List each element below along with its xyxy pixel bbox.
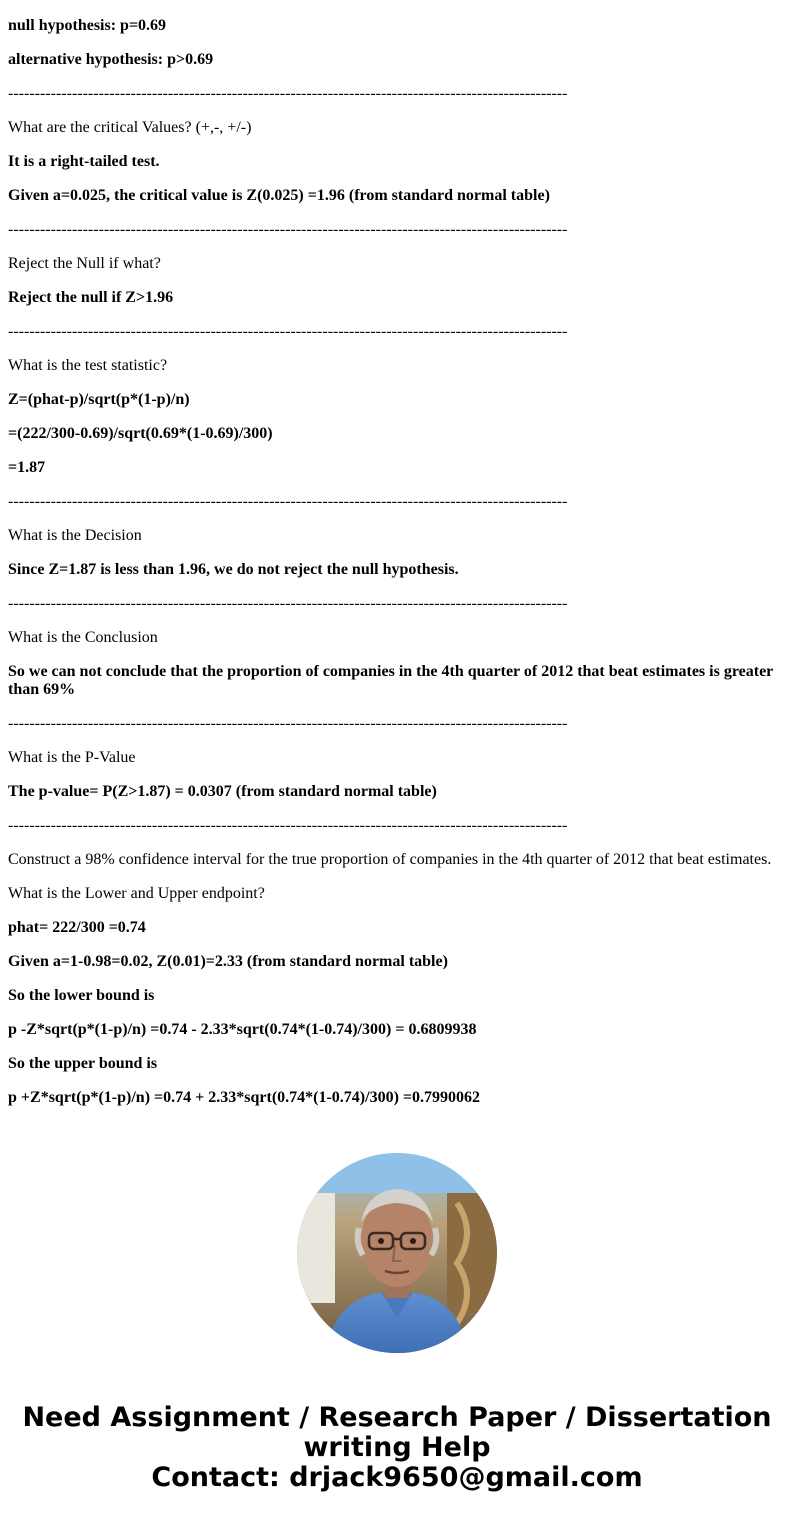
separator: --------------------------------------------------------------------------------------------------------- [8,493,568,510]
reject-null-question: Reject the Null if what? [8,255,161,272]
p-value-answer: The p-value= P(Z>1.87) = 0.0307 (from standard normal table) [8,783,437,800]
reject-null-answer: Reject the null if Z>1.96 [8,289,174,306]
decision-question: What is the Decision [8,527,142,544]
decision-answer: Since Z=1.87 is less than 1.96, we do not reject the null hypothesis. [8,561,459,578]
author-avatar [297,1153,497,1353]
phat-value: phat= 222/300 =0.74 [8,919,146,936]
test-statistic-formula: Z=(phat-p)/sqrt(p*(1-p)/n) [8,391,190,408]
lower-bound-label: So the lower bound is [8,987,155,1004]
alternative-hypothesis: alternative hypothesis: p>0.69 [8,51,214,68]
test-statistic-question: What is the test statistic? [8,357,168,374]
test-type-answer: It is a right-tailed test. [8,153,160,170]
endpoints-question: What is the Lower and Upper endpoint? [8,885,265,902]
null-hypothesis: null hypothesis: p=0.69 [8,17,167,34]
promo-footer [0,1403,794,1493]
contact-email: Contact: drjack9650@gmail.com [151,1462,643,1493]
separator: --------------------------------------------------------------------------------------------------------- [8,595,568,612]
test-statistic-substitution: =(222/300-0.69)/sqrt(0.69*(1-0.69)/300) [8,425,273,442]
conclusion-answer: So we can not conclude that the proportion of companies in the 4th quarter of 2012 that beat estimates is greater than 69% [8,663,773,698]
critical-values-question: What are the critical Values? (+,-, +/-) [8,119,252,136]
p-value-question: What is the P-Value [8,749,136,766]
author-portrait-icon [297,1153,497,1353]
promo-line-1: Need Assignment / Research Paper / Dissertation [22,1402,772,1433]
separator: --------------------------------------------------------------------------------------------------------- [8,817,568,834]
promo-line-2: writing Help [303,1432,491,1463]
separator: --------------------------------------------------------------------------------------------------------- [8,323,568,340]
separator: --------------------------------------------------------------------------------------------------------- [8,221,568,238]
conclusion-question: What is the Conclusion [8,629,158,646]
critical-value-answer: Given a=0.025, the critical value is Z(0.025) =1.96 (from standard normal table) [8,187,550,204]
upper-bound-calculation: p +Z*sqrt(p*(1-p)/n) =0.74 + 2.33*sqrt(0.74*(1-0.74)/300) =0.7990062 [8,1089,481,1106]
upper-bound-label: So the upper bound is [8,1055,158,1072]
separator: --------------------------------------------------------------------------------------------------------- [8,85,568,102]
test-statistic-result: =1.87 [8,459,46,476]
separator: --------------------------------------------------------------------------------------------------------- [8,715,568,732]
lower-bound-calculation: p -Z*sqrt(p*(1-p)/n) =0.74 - 2.33*sqrt(0.74*(1-0.74)/300) = 0.6809938 [8,1021,477,1038]
z-value: Given a=1-0.98=0.02, Z(0.01)=2.33 (from standard normal table) [8,953,448,970]
confidence-interval-task: Construct a 98% confidence interval for the true proportion of companies in the 4th quarter of 2012 that beat estimates. [8,851,772,868]
